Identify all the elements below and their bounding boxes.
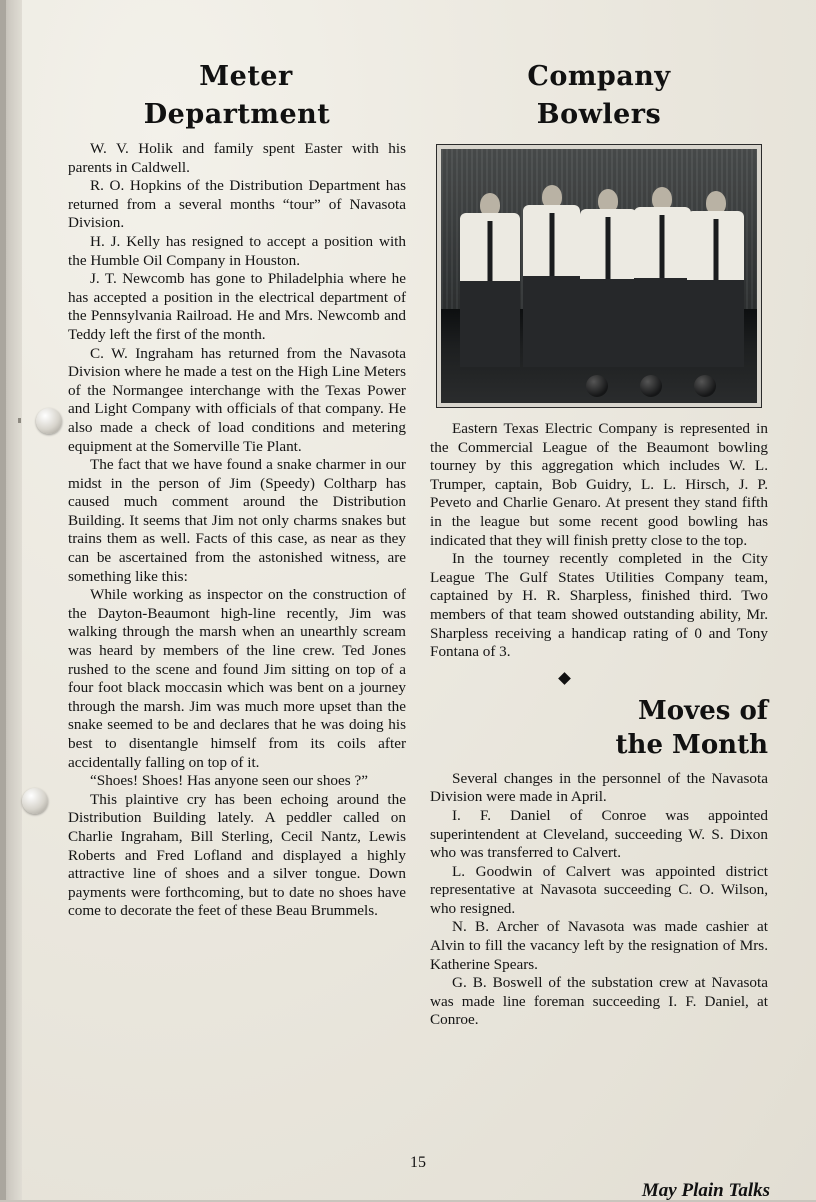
paragraph: While working as inspector on the construction of the Dayton-Beaumont high-line recently, Jim was walking through the marsh when an unearthly scream was heard by members of the line crew. Ted Jones rushed to the scene and found Jim sitting on top of a four foot black moccasin which was bent on a journey through the marsh. Jim was much more upset than the snake seemed to be and declares that he was doing his best to disentangle himself from its coils after accidentally falling on top of it. <box>68 586 406 771</box>
heading-line-2: Bowlers <box>536 99 662 130</box>
page-content <box>60 58 776 1201</box>
bowling-team-photo <box>436 144 762 408</box>
heading-line-2: the Month <box>615 729 768 760</box>
paragraph: H. J. Kelly has resigned to accept a position with the Humble Oil Company in Houston. <box>68 232 406 269</box>
heading-line-1: Meter <box>199 61 293 92</box>
paragraph: W. V. Holik and family spent Easter with his parents in Caldwell. <box>68 140 406 176</box>
paragraph: “Shoes! Shoes! Has anyone seen our shoes ?” <box>90 772 368 790</box>
heading-line-2: Department <box>143 99 331 130</box>
figure-legs <box>634 278 691 368</box>
paragraph: Eastern Texas Electric Company is represented in the Commercial League of the Beaumont bowling tourney by this aggregation which includes W. L. Trumper, captain, Bob Guidry, L. L. Hirsch, J. P. Peveto and Charlie Genaro. At present they stand fifth in the league but some recent good bowling has indicated that they will finish pretty close to the top. <box>430 420 768 549</box>
paragraph: L. Goodwin of Calvert was appointed district representative at Navasota succeeding C. O. Wilson, who resigned. <box>430 862 768 917</box>
bowling-ball <box>640 375 662 397</box>
right-column <box>430 58 768 1030</box>
paragraph: J. T. Newcomb has gone to Philadelphia where he has accepted a position in the electrical department of the Pennsylvania Railroad. He and Mrs. Newcomb and Teddy left the first of the month. <box>68 270 406 343</box>
figure-legs <box>687 280 744 368</box>
company-bowlers-heading <box>430 58 768 134</box>
figure-tie <box>549 213 554 280</box>
figure-tie <box>606 217 611 283</box>
diamond-icon <box>558 672 571 685</box>
paragraph: This plaintive cry has been echoing around the Distribution Building lately. A peddler called on Charlie Ingraham, Bill Sterling, Cecil Nantz, Lewis Roberts and Fred Lofland and displayed a highly attractive line of shoes and a silver tongue. Down payments were forthcoming, but to date no shoes have come to decorate the feet of these Beau Brummels. <box>68 790 406 920</box>
bowling-ball <box>694 375 716 397</box>
scan-edge-dark <box>0 0 6 1200</box>
figure-tie <box>660 215 665 281</box>
binder-hole-lower <box>22 788 48 814</box>
figure-tie <box>487 221 492 285</box>
left-column <box>68 58 406 921</box>
bowler-figure <box>687 177 744 368</box>
photo-image <box>441 149 757 403</box>
paragraph: The fact that we have found a snake charmer in our midst in the person of Jim (Speedy) Coltharp has caused much comment around the Distribution Building. It seems that Jim not only charms snakes but trains them as well. Facts of this case, as near as they can be ascertained from the astonished witness, are something like this: <box>68 456 406 585</box>
page-number: 15 <box>410 1154 426 1171</box>
bowler-figure <box>523 169 580 367</box>
paragraph: In the tourney recently completed in the City League The Gulf States Utilities Company team, captained by H. R. Sharpless, finished third. Two members of that team showed outstanding ability, Mr. Sharpless receiving a handicap rating of 0 and Tony Fontana of 3. <box>430 550 768 661</box>
edge-mark <box>18 418 21 423</box>
bowler-figure <box>634 172 691 368</box>
paragraph: I. F. Daniel of Conroe was appointed superintendent at Cleveland, succeeding W. S. Dixon who was transferred to Calvert. <box>430 806 768 862</box>
publication-footer: May Plain Talks <box>641 1180 770 1201</box>
paragraph: N. B. Archer of Navasota was made cashier at Alvin to fill the vacancy left by the resignation of Mrs. Katherine Spears. <box>430 918 768 973</box>
bowler-figure <box>460 180 520 368</box>
paragraph: C. W. Ingraham has returned from the Navasota Division where he made a test on the High Line Meters of the Normangee interchange with the Texas Power and Light Company with officials of that company. He also made a check of load conditions and metering equipment at the Somerville Tie Plant. <box>68 344 406 455</box>
paragraph: R. O. Hopkins of the Distribution Department has returned from a several months “tour” of Navasota Division. <box>68 177 406 232</box>
bowler-figure <box>580 174 637 367</box>
figure-tie <box>713 219 718 284</box>
figure-legs <box>523 276 580 367</box>
figure-legs <box>460 281 520 367</box>
section-divider <box>430 670 768 688</box>
figure-legs <box>580 279 637 368</box>
paragraph: G. B. Boswell of the substation crew at Navasota was made line foreman succeeding I. F. Daniel, at Conroe. <box>430 974 768 1029</box>
moves-of-the-month-heading <box>430 694 768 762</box>
heading-line-1: Company <box>527 61 671 92</box>
binder-hole-upper <box>36 408 62 434</box>
paragraph: Several changes in the personnel of the Navasota Division were made in April. <box>430 769 768 806</box>
heading-line-1: Moves of <box>638 695 768 726</box>
meter-department-heading <box>68 58 406 134</box>
